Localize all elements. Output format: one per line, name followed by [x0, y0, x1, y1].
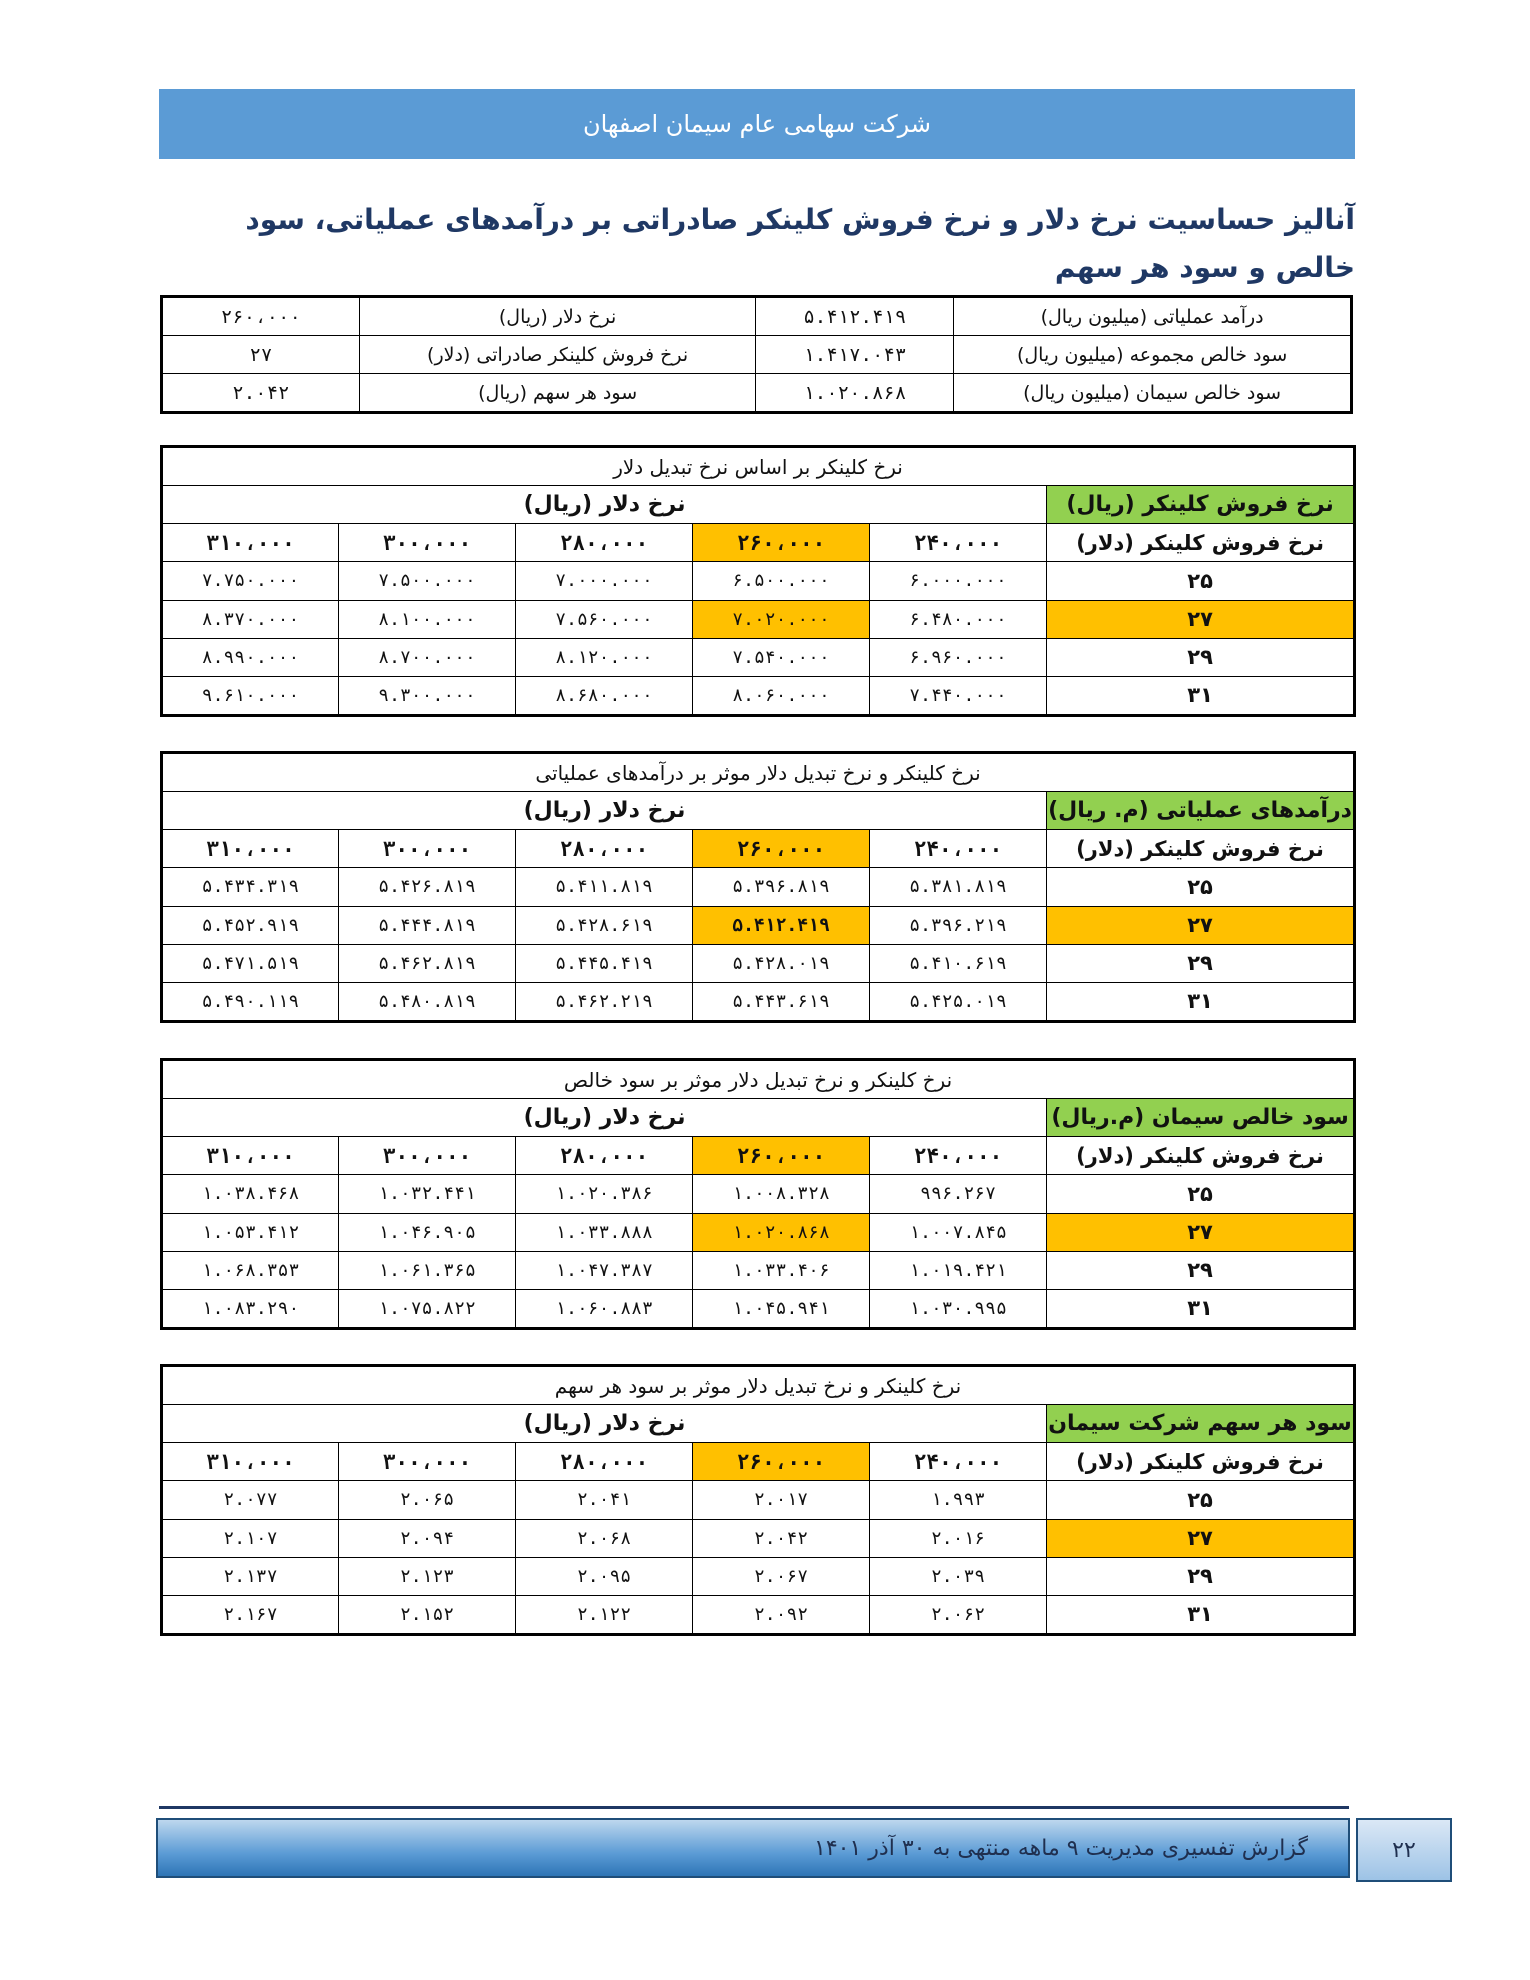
- row-label: ۲۵: [1047, 1175, 1355, 1213]
- cell: ۷.۰۰۰.۰۰۰: [516, 562, 693, 600]
- table-row: [162, 1519, 1355, 1557]
- table-row: [162, 1557, 1355, 1595]
- cell: ۲.۰۹۴: [339, 1519, 516, 1557]
- row-header: نرخ فروش کلینکر (دلار): [1047, 1137, 1355, 1175]
- col-header: ۳۱۰،۰۰۰: [162, 1137, 339, 1175]
- col-header: ۳۰۰،۰۰۰: [339, 1443, 516, 1481]
- col-header: ۲۴۰،۰۰۰: [870, 1443, 1047, 1481]
- row-label-base: ۲۷: [1047, 1213, 1355, 1251]
- cell: ۷.۵۶۰.۰۰۰: [516, 600, 693, 638]
- cell: ۸.۱۲۰.۰۰۰: [516, 638, 693, 676]
- cell: ۵.۳۸۱.۸۱۹: [870, 868, 1047, 906]
- cell: ۱.۰۳۳.۴۰۶: [693, 1251, 870, 1289]
- cell: ۱.۰۳۸.۴۶۸: [162, 1175, 339, 1213]
- dollar-unit-label: نرخ دلار (ریال): [162, 1405, 1047, 1443]
- col-header: ۳۱۰،۰۰۰: [162, 1443, 339, 1481]
- table-title: نرخ کلینکر بر اساس نرخ تبدیل دلار: [162, 447, 1355, 486]
- table-row: [162, 676, 1355, 715]
- cell: ۵.۴۲۵.۰۱۹: [870, 982, 1047, 1021]
- cell: ۱.۰۰۷.۸۴۵: [870, 1213, 1047, 1251]
- col-header: ۳۰۰،۰۰۰: [339, 1137, 516, 1175]
- company-header: [159, 89, 1355, 159]
- footer-bar: [156, 1818, 1350, 1878]
- cell: ۸.۹۹۰.۰۰۰: [162, 638, 339, 676]
- summary-row: [162, 374, 1352, 413]
- cell: ۷.۷۵۰.۰۰۰: [162, 562, 339, 600]
- table-row: [162, 1213, 1355, 1251]
- metric-label: نرخ فروش کلینکر (ریال): [1047, 486, 1355, 524]
- cell: ۵.۴۴۴.۸۱۹: [339, 906, 516, 944]
- row-label: ۲۹: [1047, 944, 1355, 982]
- col-header: ۲۸۰،۰۰۰: [516, 524, 693, 562]
- col-header: ۲۴۰،۰۰۰: [870, 830, 1047, 868]
- table-row: [162, 562, 1355, 600]
- cell-base: ۱.۰۲۰.۸۶۸: [693, 1213, 870, 1251]
- cell: ۱.۰۳۲.۴۴۱: [339, 1175, 516, 1213]
- cell: ۱.۰۰۸.۳۲۸: [693, 1175, 870, 1213]
- summary-label: سود خالص سیمان (میلیون ریال): [954, 374, 1352, 413]
- row-label-base: ۲۷: [1047, 906, 1355, 944]
- cell: ۵.۴۶۲.۸۱۹: [339, 944, 516, 982]
- row-label: ۲۵: [1047, 1481, 1355, 1519]
- row-label: ۲۹: [1047, 1251, 1355, 1289]
- col-header: ۳۱۰،۰۰۰: [162, 524, 339, 562]
- row-label: ۲۵: [1047, 562, 1355, 600]
- cell: ۲.۰۱۶: [870, 1519, 1047, 1557]
- cell: ۱.۰۴۵.۹۴۱: [693, 1289, 870, 1328]
- cell: ۸.۳۷۰.۰۰۰: [162, 600, 339, 638]
- summary-value: ۱.۴۱۷.۰۴۳: [756, 336, 954, 374]
- col-header: ۳۱۰،۰۰۰: [162, 830, 339, 868]
- cell: ۲.۰۹۵: [516, 1557, 693, 1595]
- sensitivity-table-clinker-price: [160, 445, 1356, 717]
- table-row: [162, 906, 1355, 944]
- cell-base: ۷.۰۲۰.۰۰۰: [693, 600, 870, 638]
- cell: ۵.۴۵۲.۹۱۹: [162, 906, 339, 944]
- cell: ۲.۰۴۱: [516, 1481, 693, 1519]
- col-header: ۲۸۰،۰۰۰: [516, 830, 693, 868]
- cell: ۵.۴۸۰.۸۱۹: [339, 982, 516, 1021]
- cell: ۲.۰۶۸: [516, 1519, 693, 1557]
- summary-row: [162, 297, 1352, 336]
- page-number: ۲۲: [1356, 1818, 1452, 1882]
- cell: ۱.۰۳۳.۸۸۸: [516, 1213, 693, 1251]
- cell: ۵.۴۴۳.۶۱۹: [693, 982, 870, 1021]
- dollar-unit-label: نرخ دلار (ریال): [162, 1099, 1047, 1137]
- company-name: شرکت سهامی عام سیمان اصفهان: [582, 110, 932, 138]
- cell: ۵.۴۲۸.۰۱۹: [693, 944, 870, 982]
- cell: ۱.۰۵۳.۴۱۲: [162, 1213, 339, 1251]
- col-header-base: ۲۶۰،۰۰۰: [693, 524, 870, 562]
- cell: ۵.۳۹۶.۸۱۹: [693, 868, 870, 906]
- cell: ۲.۱۲۲: [516, 1595, 693, 1634]
- cell: ۱.۰۸۳.۲۹۰: [162, 1289, 339, 1328]
- cell: ۱.۰۴۷.۳۸۷: [516, 1251, 693, 1289]
- cell: ۸.۰۶۰.۰۰۰: [693, 676, 870, 715]
- row-label: ۳۱: [1047, 1289, 1355, 1328]
- cell-base: ۵.۴۱۲.۴۱۹: [693, 906, 870, 944]
- metric-label: سود هر سهم شرکت سیمان: [1047, 1405, 1355, 1443]
- summary-label: درآمد عملیاتی (میلیون ریال): [954, 297, 1352, 336]
- cell: ۵.۴۴۵.۴۱۹: [516, 944, 693, 982]
- cell: ۶.۴۸۰.۰۰۰: [870, 600, 1047, 638]
- metric-label: سود خالص سیمان (م.ریال): [1047, 1099, 1355, 1137]
- col-header-base: ۲۶۰،۰۰۰: [693, 1137, 870, 1175]
- col-header: ۲۸۰،۰۰۰: [516, 1443, 693, 1481]
- cell: ۱.۹۹۳: [870, 1481, 1047, 1519]
- dollar-unit-label: نرخ دلار (ریال): [162, 792, 1047, 830]
- table-row: [162, 638, 1355, 676]
- row-label-base: ۲۷: [1047, 600, 1355, 638]
- table-row: [162, 1595, 1355, 1634]
- summary-table: [160, 295, 1353, 414]
- cell: ۱.۰۷۵.۸۲۲: [339, 1289, 516, 1328]
- table-row: [162, 1251, 1355, 1289]
- cell: ۲.۱۳۷: [162, 1557, 339, 1595]
- table-row: [162, 600, 1355, 638]
- cell: ۱.۰۶۰.۸۸۳: [516, 1289, 693, 1328]
- cell: ۵.۴۳۴.۳۱۹: [162, 868, 339, 906]
- cell: ۹.۳۰۰.۰۰۰: [339, 676, 516, 715]
- sensitivity-table-operating-revenue: [160, 751, 1356, 1023]
- dollar-unit-label: نرخ دلار (ریال): [162, 486, 1047, 524]
- cell: ۲.۰۶۷: [693, 1557, 870, 1595]
- table-row: [162, 982, 1355, 1021]
- table-title: نرخ کلینکر و نرخ تبدیل دلار موثر بر سود هر سهم: [162, 1366, 1355, 1405]
- row-label: ۲۹: [1047, 638, 1355, 676]
- cell: ۶.۰۰۰.۰۰۰: [870, 562, 1047, 600]
- sensitivity-table-eps: [160, 1364, 1356, 1636]
- summary-value: ۲.۰۴۲: [162, 374, 360, 413]
- summary-value: ۵.۴۱۲.۴۱۹: [756, 297, 954, 336]
- cell: ۵.۴۹۰.۱۱۹: [162, 982, 339, 1021]
- metric-label: درآمدهای عملیاتی (م. ریال): [1047, 792, 1355, 830]
- cell: ۸.۷۰۰.۰۰۰: [339, 638, 516, 676]
- cell: ۲.۰۶۵: [339, 1481, 516, 1519]
- cell: ۵.۴۱۰.۶۱۹: [870, 944, 1047, 982]
- row-header: نرخ فروش کلینکر (دلار): [1047, 524, 1355, 562]
- cell: ۲.۱۵۲: [339, 1595, 516, 1634]
- cell: ۲.۰۱۷: [693, 1481, 870, 1519]
- row-label: ۲۹: [1047, 1557, 1355, 1595]
- table-row: [162, 1175, 1355, 1213]
- row-label: ۳۱: [1047, 982, 1355, 1021]
- summary-value: ۲۶۰،۰۰۰: [162, 297, 360, 336]
- page-title: آنالیز حساسیت نرخ دلار و نرخ فروش کلینکر صادراتی بر درآمدهای عملیاتی، سود خالص و سود هر سهم: [245, 203, 1355, 284]
- cell: ۱.۰۲۰.۳۸۶: [516, 1175, 693, 1213]
- table-title: نرخ کلینکر و نرخ تبدیل دلار موثر بر درآمدهای عملیاتی: [162, 753, 1355, 792]
- sensitivity-table-net-profit: [160, 1058, 1356, 1330]
- cell: ۱.۰۴۶.۹۰۵: [339, 1213, 516, 1251]
- cell: ۷.۴۴۰.۰۰۰: [870, 676, 1047, 715]
- cell: ۵.۴۶۲.۲۱۹: [516, 982, 693, 1021]
- cell: ۵.۳۹۶.۲۱۹: [870, 906, 1047, 944]
- row-label: ۲۵: [1047, 868, 1355, 906]
- cell: ۷.۵۴۰.۰۰۰: [693, 638, 870, 676]
- summary-label: نرخ دلار (ریال): [359, 297, 756, 336]
- summary-label: سود هر سهم (ریال): [359, 374, 756, 413]
- footer-divider: [159, 1806, 1349, 1809]
- cell: ۹۹۶.۲۶۷: [870, 1175, 1047, 1213]
- row-label-base: ۲۷: [1047, 1519, 1355, 1557]
- footer-text: گزارش تفسیری مدیریت ۹ ماهه منتهی به ۳۰ آذر ۱۴۰۱: [814, 1835, 1308, 1861]
- cell: ۷.۵۰۰.۰۰۰: [339, 562, 516, 600]
- row-header: نرخ فروش کلینکر (دلار): [1047, 1443, 1355, 1481]
- cell: ۵.۴۲۸.۶۱۹: [516, 906, 693, 944]
- cell: ۲.۰۹۲: [693, 1595, 870, 1634]
- cell: ۲.۱۲۳: [339, 1557, 516, 1595]
- cell: ۲.۰۴۲: [693, 1519, 870, 1557]
- summary-label: سود خالص مجموعه (میلیون ریال): [954, 336, 1352, 374]
- cell: ۵.۴۲۶.۸۱۹: [339, 868, 516, 906]
- col-header-base: ۲۶۰،۰۰۰: [693, 830, 870, 868]
- col-header: ۲۸۰،۰۰۰: [516, 1137, 693, 1175]
- cell: ۱.۰۶۸.۳۵۳: [162, 1251, 339, 1289]
- summary-value: ۲۷: [162, 336, 360, 374]
- col-header: ۲۴۰،۰۰۰: [870, 524, 1047, 562]
- cell: ۲.۰۶۲: [870, 1595, 1047, 1634]
- cell: ۸.۶۸۰.۰۰۰: [516, 676, 693, 715]
- cell: ۲.۱۰۷: [162, 1519, 339, 1557]
- table-row: [162, 1289, 1355, 1328]
- cell: ۸.۱۰۰.۰۰۰: [339, 600, 516, 638]
- col-header: ۲۴۰،۰۰۰: [870, 1137, 1047, 1175]
- cell: ۱.۰۳۰.۹۹۵: [870, 1289, 1047, 1328]
- cell: ۶.۵۰۰.۰۰۰: [693, 562, 870, 600]
- cell: ۱.۰۶۱.۳۶۵: [339, 1251, 516, 1289]
- cell: ۵.۴۱۱.۸۱۹: [516, 868, 693, 906]
- cell: ۵.۴۷۱.۵۱۹: [162, 944, 339, 982]
- table-title: نرخ کلینکر و نرخ تبدیل دلار موثر بر سود خالص: [162, 1060, 1355, 1099]
- cell: ۶.۹۶۰.۰۰۰: [870, 638, 1047, 676]
- cell: ۲.۰۷۷: [162, 1481, 339, 1519]
- summary-row: [162, 336, 1352, 374]
- col-header: ۳۰۰،۰۰۰: [339, 524, 516, 562]
- col-header-base: ۲۶۰،۰۰۰: [693, 1443, 870, 1481]
- row-label: ۳۱: [1047, 1595, 1355, 1634]
- table-row: [162, 1481, 1355, 1519]
- summary-label: نرخ فروش کلینکر صادراتی (دلار): [359, 336, 756, 374]
- cell: ۲.۰۳۹: [870, 1557, 1047, 1595]
- table-row: [162, 944, 1355, 982]
- row-label: ۳۱: [1047, 676, 1355, 715]
- col-header: ۳۰۰،۰۰۰: [339, 830, 516, 868]
- cell: ۲.۱۶۷: [162, 1595, 339, 1634]
- cell: ۱.۰۱۹.۴۲۱: [870, 1251, 1047, 1289]
- row-header: نرخ فروش کلینکر (دلار): [1047, 830, 1355, 868]
- cell: ۹.۶۱۰.۰۰۰: [162, 676, 339, 715]
- summary-value: ۱.۰۲۰.۸۶۸: [756, 374, 954, 413]
- table-row: [162, 868, 1355, 906]
